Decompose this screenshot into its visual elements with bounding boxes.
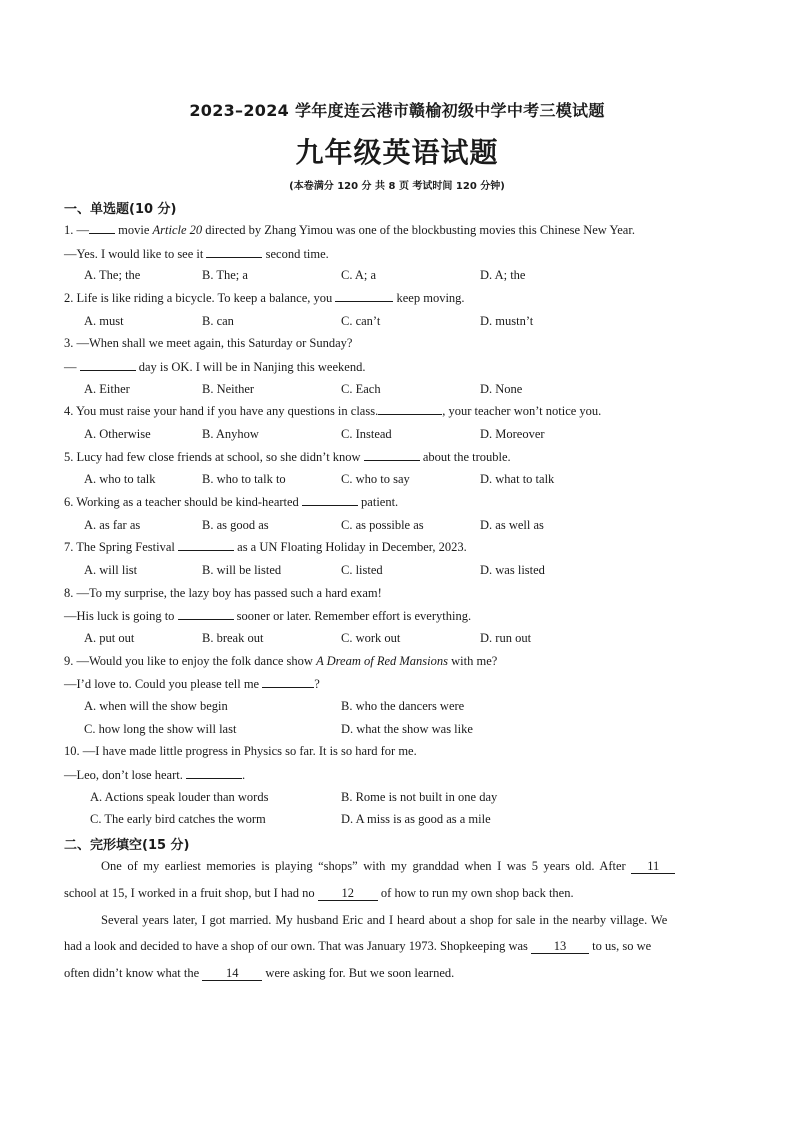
question-7-option-b: B. will be listed (202, 563, 282, 577)
question-1-stem: 1. — movie Article 20 directed by Zhang Yimou was one of the blockbusting movies this Chinese New Year. (64, 223, 635, 237)
section-heading-single-choice: 一、单选题(10 分) (64, 202, 177, 217)
section-heading-cloze: 二、完形填空(15 分) (64, 838, 190, 853)
question-9-option-c: C. how long the show will last (84, 722, 237, 736)
question-8-option-c: C. work out (341, 631, 401, 645)
question-8-stem: 8. —To my surprise, the lazy boy has passed such a hard exam! (64, 586, 382, 600)
question-3-option-c: C. Each (341, 382, 381, 396)
question-5-option-d: D. what to talk (480, 472, 555, 486)
question-2-option-b: B. can (202, 314, 234, 328)
question-3-option-a: A. Either (84, 382, 130, 396)
question-9-reply: —I’d love to. Could you please tell me ? (64, 677, 320, 691)
question-3-reply: — day is OK. I will be in Nanjing this weekend. (64, 360, 366, 374)
cloze-paragraph-1-line-2: school at 15, I worked in a fruit shop, but I had no 12 of how to run my own shop back then. (64, 886, 574, 900)
question-3-stem: 3. —When shall we meet again, this Saturday or Sunday? (64, 336, 353, 350)
question-3-option-d: D. None (480, 382, 523, 396)
question-8-option-b: B. break out (202, 631, 264, 645)
question-1-option-b: B. The; a (202, 268, 248, 282)
question-2-option-c: C. can’t (341, 314, 381, 328)
question-9-option-d: D. what the show was like (341, 722, 473, 736)
question-6-option-b: B. as good as (202, 518, 269, 532)
question-1-option-d: D. A; the (480, 268, 526, 282)
question-6-option-a: A. as far as (84, 518, 141, 532)
question-1-option-c: C. A; a (341, 268, 377, 282)
question-5-option-a: A. who to talk (84, 472, 156, 486)
question-10-option-c: C. The early bird catches the worm (90, 812, 266, 826)
question-7-option-a: A. will list (84, 563, 138, 577)
question-10-option-a: A. Actions speak louder than words (90, 790, 269, 804)
question-9-stem: 9. —Would you like to enjoy the folk dance show A Dream of Red Mansions with me? (64, 654, 498, 668)
question-6-stem: 6. Working as a teacher should be kind-hearted patient. (64, 495, 399, 509)
question-4-option-b: B. Anyhow (202, 427, 259, 441)
question-10-option-b: B. Rome is not built in one day (341, 790, 498, 804)
question-7-option-d: D. was listed (480, 563, 545, 577)
exam-note: (本卷满分 120 分 共 8 页 考试时间 120 分钟) (289, 181, 505, 192)
question-4-option-c: C. Instead (341, 427, 392, 441)
question-5-option-b: B. who to talk to (202, 472, 286, 486)
cloze-blank-12[interactable]: 12 (318, 887, 378, 901)
question-2-stem: 2. Life is like riding a bicycle. To keep a balance, you keep moving. (64, 291, 465, 305)
question-8-reply: —His luck is going to sooner or later. Remember effort is everything. (64, 609, 472, 623)
question-9-option-a: A. when will the show begin (84, 699, 228, 713)
question-2-option-a: A. must (84, 314, 124, 328)
question-1-reply: —Yes. I would like to see it second time. (64, 247, 329, 261)
question-7-option-c: C. listed (341, 563, 383, 577)
question-10-option-d: D. A miss is as good as a mile (341, 812, 491, 826)
cloze-blank-14[interactable]: 14 (202, 967, 262, 981)
question-5-stem: 5. Lucy had few close friends at school, so she didn’t know about the trouble. (64, 450, 511, 464)
question-2-option-d: D. mustn’t (480, 314, 534, 328)
exam-title: 2023–2024 学年度连云港市赣榆初级中学中考三模试题 (189, 101, 605, 120)
question-8-option-a: A. put out (84, 631, 135, 645)
cloze-blank-11[interactable]: 11 (631, 860, 675, 874)
question-10-stem: 10. —I have made little progress in Physics so far. It is so hard for me. (64, 744, 417, 758)
question-4-stem: 4. You must raise your hand if you have any questions in class. , your teacher won’t notice you. (64, 404, 602, 418)
question-4-option-a: A. Otherwise (84, 427, 151, 441)
question-6-option-c: C. as possible as (341, 518, 424, 532)
cloze-blank-13[interactable]: 13 (531, 940, 589, 954)
question-4-option-d: D. Moreover (480, 427, 545, 441)
cloze-paragraph-1-line-1: One of my earliest memories is playing “shops” with my granddad when I was 5 years old. After 11 (64, 859, 730, 874)
question-6-option-d: D. as well as (480, 518, 544, 532)
cloze-paragraph-2-line-2: had a look and decided to have a shop of our own. That was January 1973. Shopkeeping was 13 to us, so we (64, 939, 652, 953)
question-7-stem: 7. The Spring Festival as a UN Floating Holiday in December, 2023. (64, 540, 467, 554)
question-9-option-b: B. who the dancers were (341, 699, 465, 713)
cloze-paragraph-2-line-3: often didn’t know what the 14 were asking for. But we soon learned. (64, 966, 455, 980)
exam-subtitle: 九年级英语试题 (295, 136, 499, 169)
question-1-option-a: A. The; the (84, 268, 141, 282)
question-8-option-d: D. run out (480, 631, 532, 645)
question-10-reply: —Leo, don’t lose heart. . (64, 768, 246, 782)
cloze-paragraph-2-line-1: Several years later, I got married. My husband Eric and I heard about a shop for sale in the nearby village. We (101, 913, 668, 927)
question-5-option-c: C. who to say (341, 472, 410, 486)
question-3-option-b: B. Neither (202, 382, 255, 396)
